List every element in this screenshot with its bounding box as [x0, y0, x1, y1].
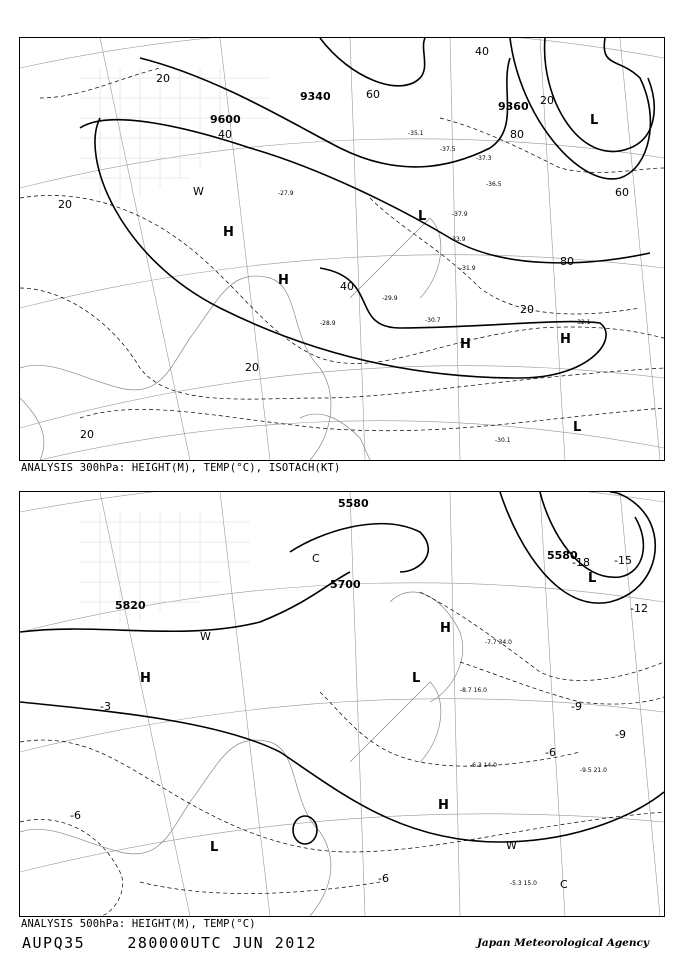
- temp-label: -27.9: [278, 190, 294, 197]
- cold-center: C: [560, 878, 568, 891]
- temp-label: -6: [70, 809, 81, 822]
- isotach-label: 40: [340, 280, 354, 293]
- temp-label: -37.3: [476, 155, 492, 162]
- isotach-label: 20: [245, 361, 259, 374]
- product-code: AUPQ35: [22, 934, 86, 952]
- graticule: [20, 38, 664, 460]
- temp-label: -18: [572, 556, 590, 569]
- station-label: -5.3 15.0: [510, 880, 537, 887]
- isotach-label: 80: [560, 255, 574, 268]
- valid-time: 280000UTC JUN 2012: [127, 934, 317, 952]
- temp-label: -28.9: [320, 320, 336, 327]
- low-center: L: [210, 840, 219, 855]
- temp-contours: [20, 592, 664, 916]
- cold-center: C: [312, 552, 320, 565]
- high-center: H: [223, 225, 234, 240]
- high-center: H: [460, 337, 471, 352]
- height-label-9600: 9600: [210, 113, 241, 126]
- terrain-hatch: [80, 68, 270, 198]
- temp-label: -9: [571, 700, 582, 713]
- height-label-9340: 9340: [300, 90, 331, 103]
- coastline: [20, 218, 441, 460]
- low-center: L: [590, 113, 599, 128]
- isotach-label: 20: [58, 198, 72, 211]
- map-500hpa-svg: [20, 492, 664, 916]
- isotach-label: 80: [510, 128, 524, 141]
- station-label: -7.7 34.0: [485, 639, 512, 646]
- isotach-label: 20: [540, 94, 554, 107]
- isotach-label: 60: [366, 88, 380, 101]
- isotach-label: 40: [475, 45, 489, 58]
- warm-center: W: [200, 630, 211, 643]
- high-center: H: [438, 798, 449, 813]
- low-center: L: [418, 209, 427, 224]
- temp-label: -33.9: [450, 236, 466, 243]
- height-label-5820: 5820: [115, 599, 146, 612]
- height-label-5580: 5580: [547, 549, 578, 562]
- temp-label: -35.1: [408, 130, 424, 137]
- temp-label: -12: [630, 602, 648, 615]
- temp-label: -32.1: [575, 319, 591, 326]
- map-300hpa-svg: [20, 38, 664, 460]
- product-header: [22, 934, 317, 952]
- analysis-300hpa-map: [19, 37, 665, 461]
- caption-500hpa: ANALYSIS 500hPa: HEIGHT(M), TEMP(°C): [21, 918, 256, 930]
- high-center: H: [278, 273, 289, 288]
- isotach-label: 60: [615, 186, 629, 199]
- temp-label: -6: [545, 746, 556, 759]
- station-label: -6.3 14.0: [470, 762, 497, 769]
- temp-label: -37.9: [452, 211, 468, 218]
- low-center: L: [412, 671, 421, 686]
- temp-label: -36.5: [486, 181, 502, 188]
- warm-center: W: [193, 185, 204, 198]
- high-center: H: [440, 621, 451, 636]
- isotach-label: 40: [218, 128, 232, 141]
- isotach-label: 20: [520, 303, 534, 316]
- temp-label: -15: [614, 554, 632, 567]
- temp-label: -6: [378, 872, 389, 885]
- temp-label: -30.1: [495, 437, 511, 444]
- station-label: -8.7 16.0: [460, 687, 487, 694]
- isotach-label: 20: [80, 428, 94, 441]
- caption-300hpa: ANALYSIS 300hPa: HEIGHT(M), TEMP(°C), ISOTACH(KT): [21, 462, 341, 474]
- low-center: L: [573, 420, 582, 435]
- height-label-5580: 5580: [338, 497, 369, 510]
- height-label-5700: 5700: [330, 578, 361, 591]
- temp-label: -29.9: [382, 295, 398, 302]
- warm-center: W: [506, 839, 517, 852]
- temp-label: -30.7: [425, 317, 441, 324]
- station-label: -9.5 21.0: [580, 767, 607, 774]
- isotach-label: 20: [156, 72, 170, 85]
- agency-name: Japan Meteorological Agency: [476, 937, 649, 949]
- temp-label: -37.5: [440, 146, 456, 153]
- analysis-500hpa-map: [19, 491, 665, 917]
- height-label-9360: 9360: [498, 100, 529, 113]
- temp-label: -31.9: [460, 265, 476, 272]
- high-center: H: [560, 332, 571, 347]
- coastline: [20, 592, 463, 916]
- height-contours: [20, 492, 664, 844]
- temp-label: -9: [615, 728, 626, 741]
- high-center: H: [140, 671, 151, 686]
- temp-label: -3: [100, 700, 111, 713]
- low-center: L: [588, 571, 597, 586]
